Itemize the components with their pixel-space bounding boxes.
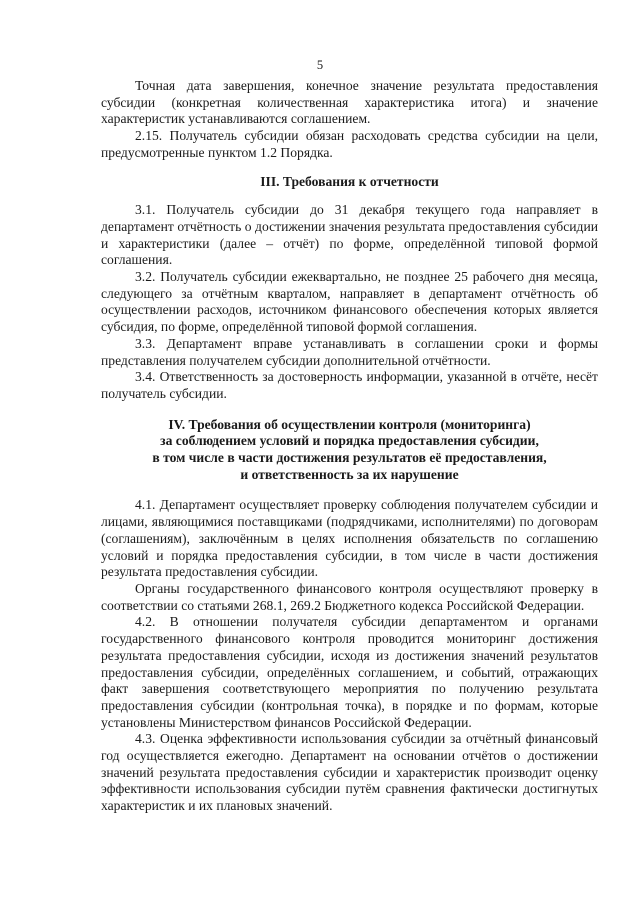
paragraph: 3.3. Департамент вправе устанавливать в соглашении сроки и формы представления получателем субсидии дополнительной отчётности. <box>101 335 598 368</box>
paragraph: 3.1. Получатель субсидии до 31 декабря текущего года направляет в департамент отчётность о достижении значения результата предоставления субсидии и характеристики (далее – отчёт) по форме, определённой типовой формой соглашения. <box>101 202 598 268</box>
paragraph: 2.15. Получатель субсидии обязан расходовать средства субсидии на цели, предусмотренные пунктом 1.2 Порядка. <box>101 128 598 160</box>
paragraph: 4.3. Оценка эффективности использования субсидии за отчётный финансовый год осуществляется ежегодно. Департамент на основании отчётов о достижении значений результата предоставления субсидии и характеристик производит оценку эффективности использования субсидии путём сравнения фактически достигнутых характеристик и их плановых значений. <box>101 731 598 814</box>
page-number: 5 <box>316 58 324 72</box>
section-4-title-line: в том числе в части достижения результатов её предоставления, <box>152 450 547 466</box>
section-4-title-line: за соблюдением условий и порядка предоставления субсидии, <box>160 433 539 449</box>
paragraph: 4.1. Департамент осуществляет проверку соблюдения получателем субсидии и лицами, являющимися поставщиками (подрядчиками, исполнителями) по договорам (соглашениям), заключённым в целях исполнения обязательств по соглашению условий и порядка предоставления субсидии, в том числе в части достижения результата предоставления субсидии. <box>101 497 598 580</box>
document-body <box>101 78 598 815</box>
paragraph: Органы государственного финансового контроля осуществляют проверку в соответствии со статьями 268.1, 269.2 Бюджетного кодекса Российской Федерации. <box>101 580 598 613</box>
section-3-title: III. Требования к отчетности <box>260 173 439 189</box>
paragraph: Точная дата завершения, конечное значение результата предоставления субсидии (конкретная количественная характеристика итога) и значение характеристик устанавливаются соглашением. <box>101 78 598 127</box>
paragraph: 4.2. В отношении получателя субсидии департаментом и органами государственного финансового контроля проводится мониторинг достижения результата предоставления субсидии, исходя из достижения значений результатов предоставления субсидии, определённых соглашением, и событий, отражающих факт завершения соответствующего мероприятия по получению результата предоставления субсидии (контрольная точка), в порядке и по формам, которые установлены Министерством финансов Российской Федерации. <box>101 614 598 730</box>
section-4-title <box>101 417 598 484</box>
section-4-title-line: и ответственность за их нарушение <box>240 466 459 482</box>
paragraph: 3.4. Ответственность за достоверность информации, указанной в отчёте, несёт получатель субсидии. <box>101 369 598 401</box>
section-4-title-line: IV. Требования об осуществлении контроля (мониторинга) <box>168 416 531 432</box>
paragraph: 3.2. Получатель субсидии ежеквартально, не позднее 25 рабочего дня месяца, следующего за отчётным кварталом, направляет в департамент отчётность об осуществлении расходов, источником финансового обеспечения которых является субсидия, по форме, определённой типовой формой соглашения. <box>101 269 598 335</box>
